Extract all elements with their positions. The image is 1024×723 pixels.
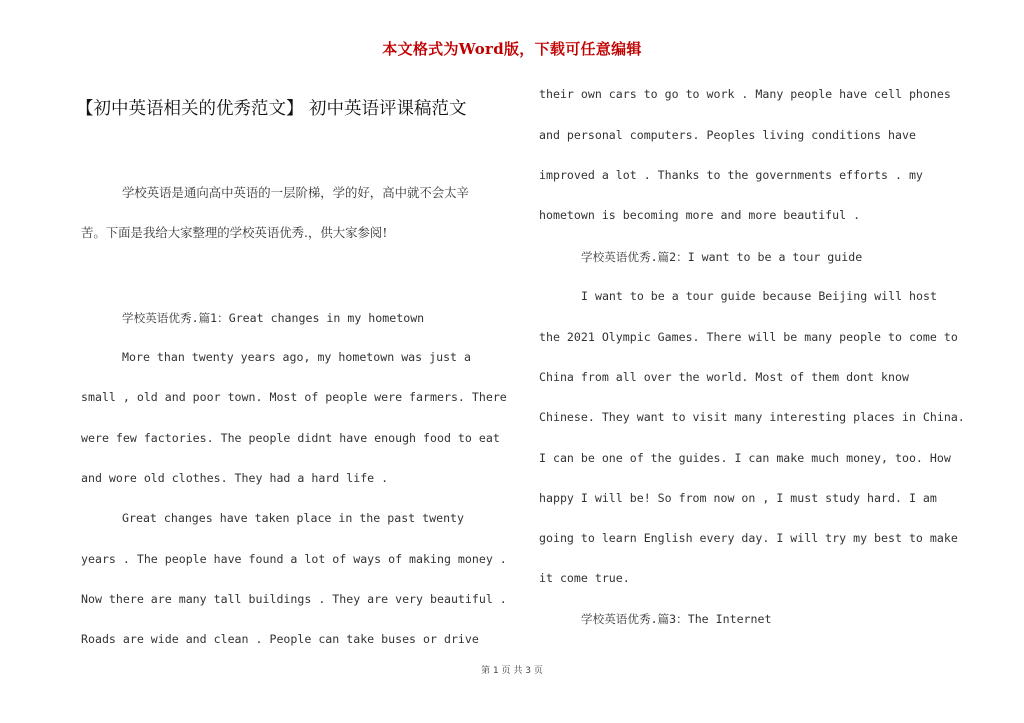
paragraph-line: the 2021 Olympic Games. There will be many people to come to bbox=[539, 330, 958, 344]
paragraph-line: China from all over the world. Most of them dont know bbox=[539, 370, 909, 384]
paragraph-line: were few factories. The people didnt have enough food to eat bbox=[81, 431, 500, 445]
paragraph-line: Roads are wide and clean . People can take buses or drive bbox=[81, 632, 479, 646]
paragraph-line: More than twenty years ago, my hometown was just a bbox=[122, 350, 472, 364]
paragraph-line: their own cars to go to work . Many people have cell phones bbox=[539, 87, 951, 101]
paragraph-line: 苦。下面是我给大家整理的学校英语优秀.，供大家参阅! bbox=[81, 225, 388, 240]
paragraph-line: happy I will be! So from now on , I must study hard. I am bbox=[539, 491, 937, 505]
page-number: 第 1 页 共 3 页 bbox=[481, 666, 543, 676]
paragraph-line: Great changes have taken place in the past twenty bbox=[122, 511, 465, 525]
paragraph-line: it come true. bbox=[539, 571, 630, 585]
section-heading: 学校英语优秀.篇2：I want to be a tour guide bbox=[581, 250, 863, 264]
paragraph-line: Chinese. They want to visit many interesting places in China. bbox=[539, 410, 965, 424]
paragraph-line: small , old and poor town. Most of people were farmers. There bbox=[81, 390, 507, 404]
paragraph-line: hometown is becoming more and more beautiful . bbox=[539, 208, 861, 222]
paragraph-line: I want to be a tour guide because Beijing will host bbox=[581, 289, 937, 303]
paragraph-line: improved a lot . Thanks to the governments efforts . my bbox=[539, 168, 923, 182]
paragraph-line: I can be one of the guides. I can make much money, too. How bbox=[539, 451, 951, 465]
paragraph-line: 学校英语是通向高中英语的一层阶梯，学的好，高中就不会太辛 bbox=[122, 185, 469, 200]
section-heading: 学校英语优秀.篇3：The Internet bbox=[581, 612, 772, 626]
paragraph-line: going to learn English every day. I will try my best to make bbox=[539, 531, 958, 545]
format-banner: 本文格式为Word版，下载可任意编辑 bbox=[382, 40, 642, 58]
paragraph-line: and wore old clothes. They had a hard life . bbox=[81, 471, 389, 485]
paragraph-line: and personal computers. Peoples living conditions have bbox=[539, 128, 916, 142]
section-heading: 学校英语优秀.篇1：Great changes in my hometown bbox=[122, 311, 425, 325]
paragraph-line: Now there are many tall buildings . They are very beautiful . bbox=[81, 592, 507, 606]
document-title: 【初中英语相关的优秀范文】 初中英语评课稿范文 bbox=[76, 99, 467, 119]
paragraph-line: years . The people have found a lot of ways of making money . bbox=[81, 552, 507, 566]
